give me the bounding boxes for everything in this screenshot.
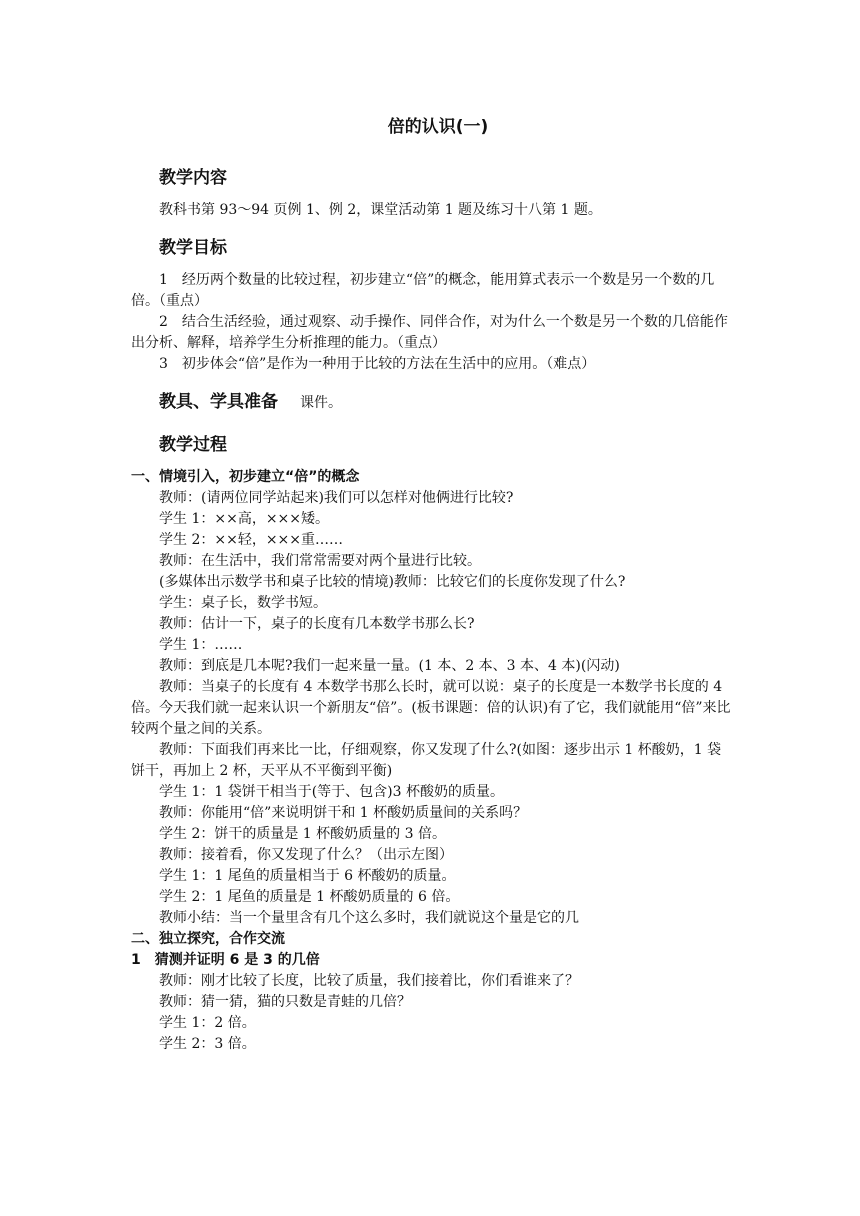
goal-item: 1 经历两个数量的比较过程，初步建立“倍”的概念，能用算式表示一个数是另一个数的几倍。（重点） — [131, 272, 715, 309]
dialogue-line: 教师：下面我们再来比一比，仔细观察，你又发现了什么?(如图：逐步出示 1 杯酸奶，1 袋饼干，再加上 2 杯，天平从不平衡到平衡) — [131, 742, 722, 779]
part2-heading: 二、独立探究，合作交流 — [131, 931, 285, 947]
heading-tools — [159, 387, 731, 412]
part1-heading: 一、情境引入，初步建立“倍”的概念 — [131, 469, 360, 485]
dialogue-line: 学生 2：3 倍。 — [159, 1036, 256, 1052]
dialogue-line: 学生 1：××高，×××矮。 — [159, 511, 330, 527]
goal-item: 3 初步体会“倍”是作为一种用于比较的方法在生活中的应用。（难点） — [159, 356, 596, 372]
dialogue-line: 教师：当桌子的长度有 4 本数学书那么长时，就可以说：桌子的长度是一本数学书长度的 4 倍。今天我们就一起来认识一个新朋友“倍”。(板书课题：倍的认识)有了它，我们就能用“倍”来比较两个量之间的关系。 — [131, 679, 731, 737]
dialogue-line: 学生 2：1 尾鱼的质量是 1 杯酸奶质量的 6 倍。 — [159, 889, 460, 905]
heading-process: 教学过程 — [159, 435, 227, 455]
document-title: 倍的认识(一) — [387, 117, 489, 137]
dialogue-line: 教师：估计一下，桌子的长度有几本数学书那么长? — [159, 616, 475, 632]
tools-text: 课件。 — [300, 395, 342, 411]
dialogue-line: 教师：刚才比较了长度，比较了质量，我们接着比，你们看谁来了？ — [159, 973, 579, 989]
dialogue-line: 教师：猜一猜，猫的只数是青蛙的几倍？ — [159, 994, 411, 1010]
content-text: 教科书第 93～94 页例 1、例 2，课堂活动第 1 题及练习十八第 1 题。 — [159, 202, 602, 218]
document-page — [131, 112, 731, 1055]
part2-subheading: 1 猜测并证明 6 是 3 的几倍 — [131, 952, 320, 968]
dialogue-line: 学生 1：…… — [159, 637, 243, 653]
dialogue-line: 教师：接着看，你又发现了什么？（出示左图） — [159, 847, 453, 863]
goal-item: 2 结合生活经验，通过观察、动手操作、同伴合作，对为什么一个数是另一个数的几倍能作出分析、解释，培养学生分析推理的能力。（重点） — [131, 314, 728, 351]
dialogue-line: 学生 1：2 倍。 — [159, 1015, 256, 1031]
dialogue-line: 教师：在生活中，我们常常需要对两个量进行比较。 — [159, 553, 481, 569]
tools-heading-label: 教具、学具准备 — [159, 392, 278, 412]
dialogue-line: (多媒体出示数学书和桌子比较的情境)教师：比较它们的长度你发现了什么? — [159, 574, 626, 590]
dialogue-line: 学生 2：××轻，×××重…… — [159, 532, 344, 548]
dialogue-line: 教师：你能用“倍”来说明饼干和 1 杯酸奶质量间的关系吗？ — [159, 805, 528, 821]
dialogue-line: 学生 1：1 尾鱼的质量相当于 6 杯酸奶的质量。 — [159, 868, 456, 884]
dialogue-line: 教师：到底是几本呢?我们一起来量一量。(1 本、2 本、3 本、4 本)(闪动) — [159, 658, 620, 674]
heading-goals: 教学目标 — [159, 238, 227, 258]
dialogue-line: 学生：桌子长，数学书短。 — [159, 595, 327, 611]
dialogue-line: 学生 2：饼干的质量是 1 杯酸奶质量的 3 倍。 — [159, 826, 446, 842]
dialogue-line: 教师：(请两位同学站起来)我们可以怎样对他俩进行比较? — [159, 490, 514, 506]
dialogue-line: 学生 1：1 袋饼干相当于(等于、包含)3 杯酸奶的质量。 — [159, 784, 504, 800]
heading-content: 教学内容 — [159, 168, 227, 188]
dialogue-line: 教师小结：当一个量里含有几个这么多时，我们就说这个量是它的几 — [159, 910, 579, 926]
